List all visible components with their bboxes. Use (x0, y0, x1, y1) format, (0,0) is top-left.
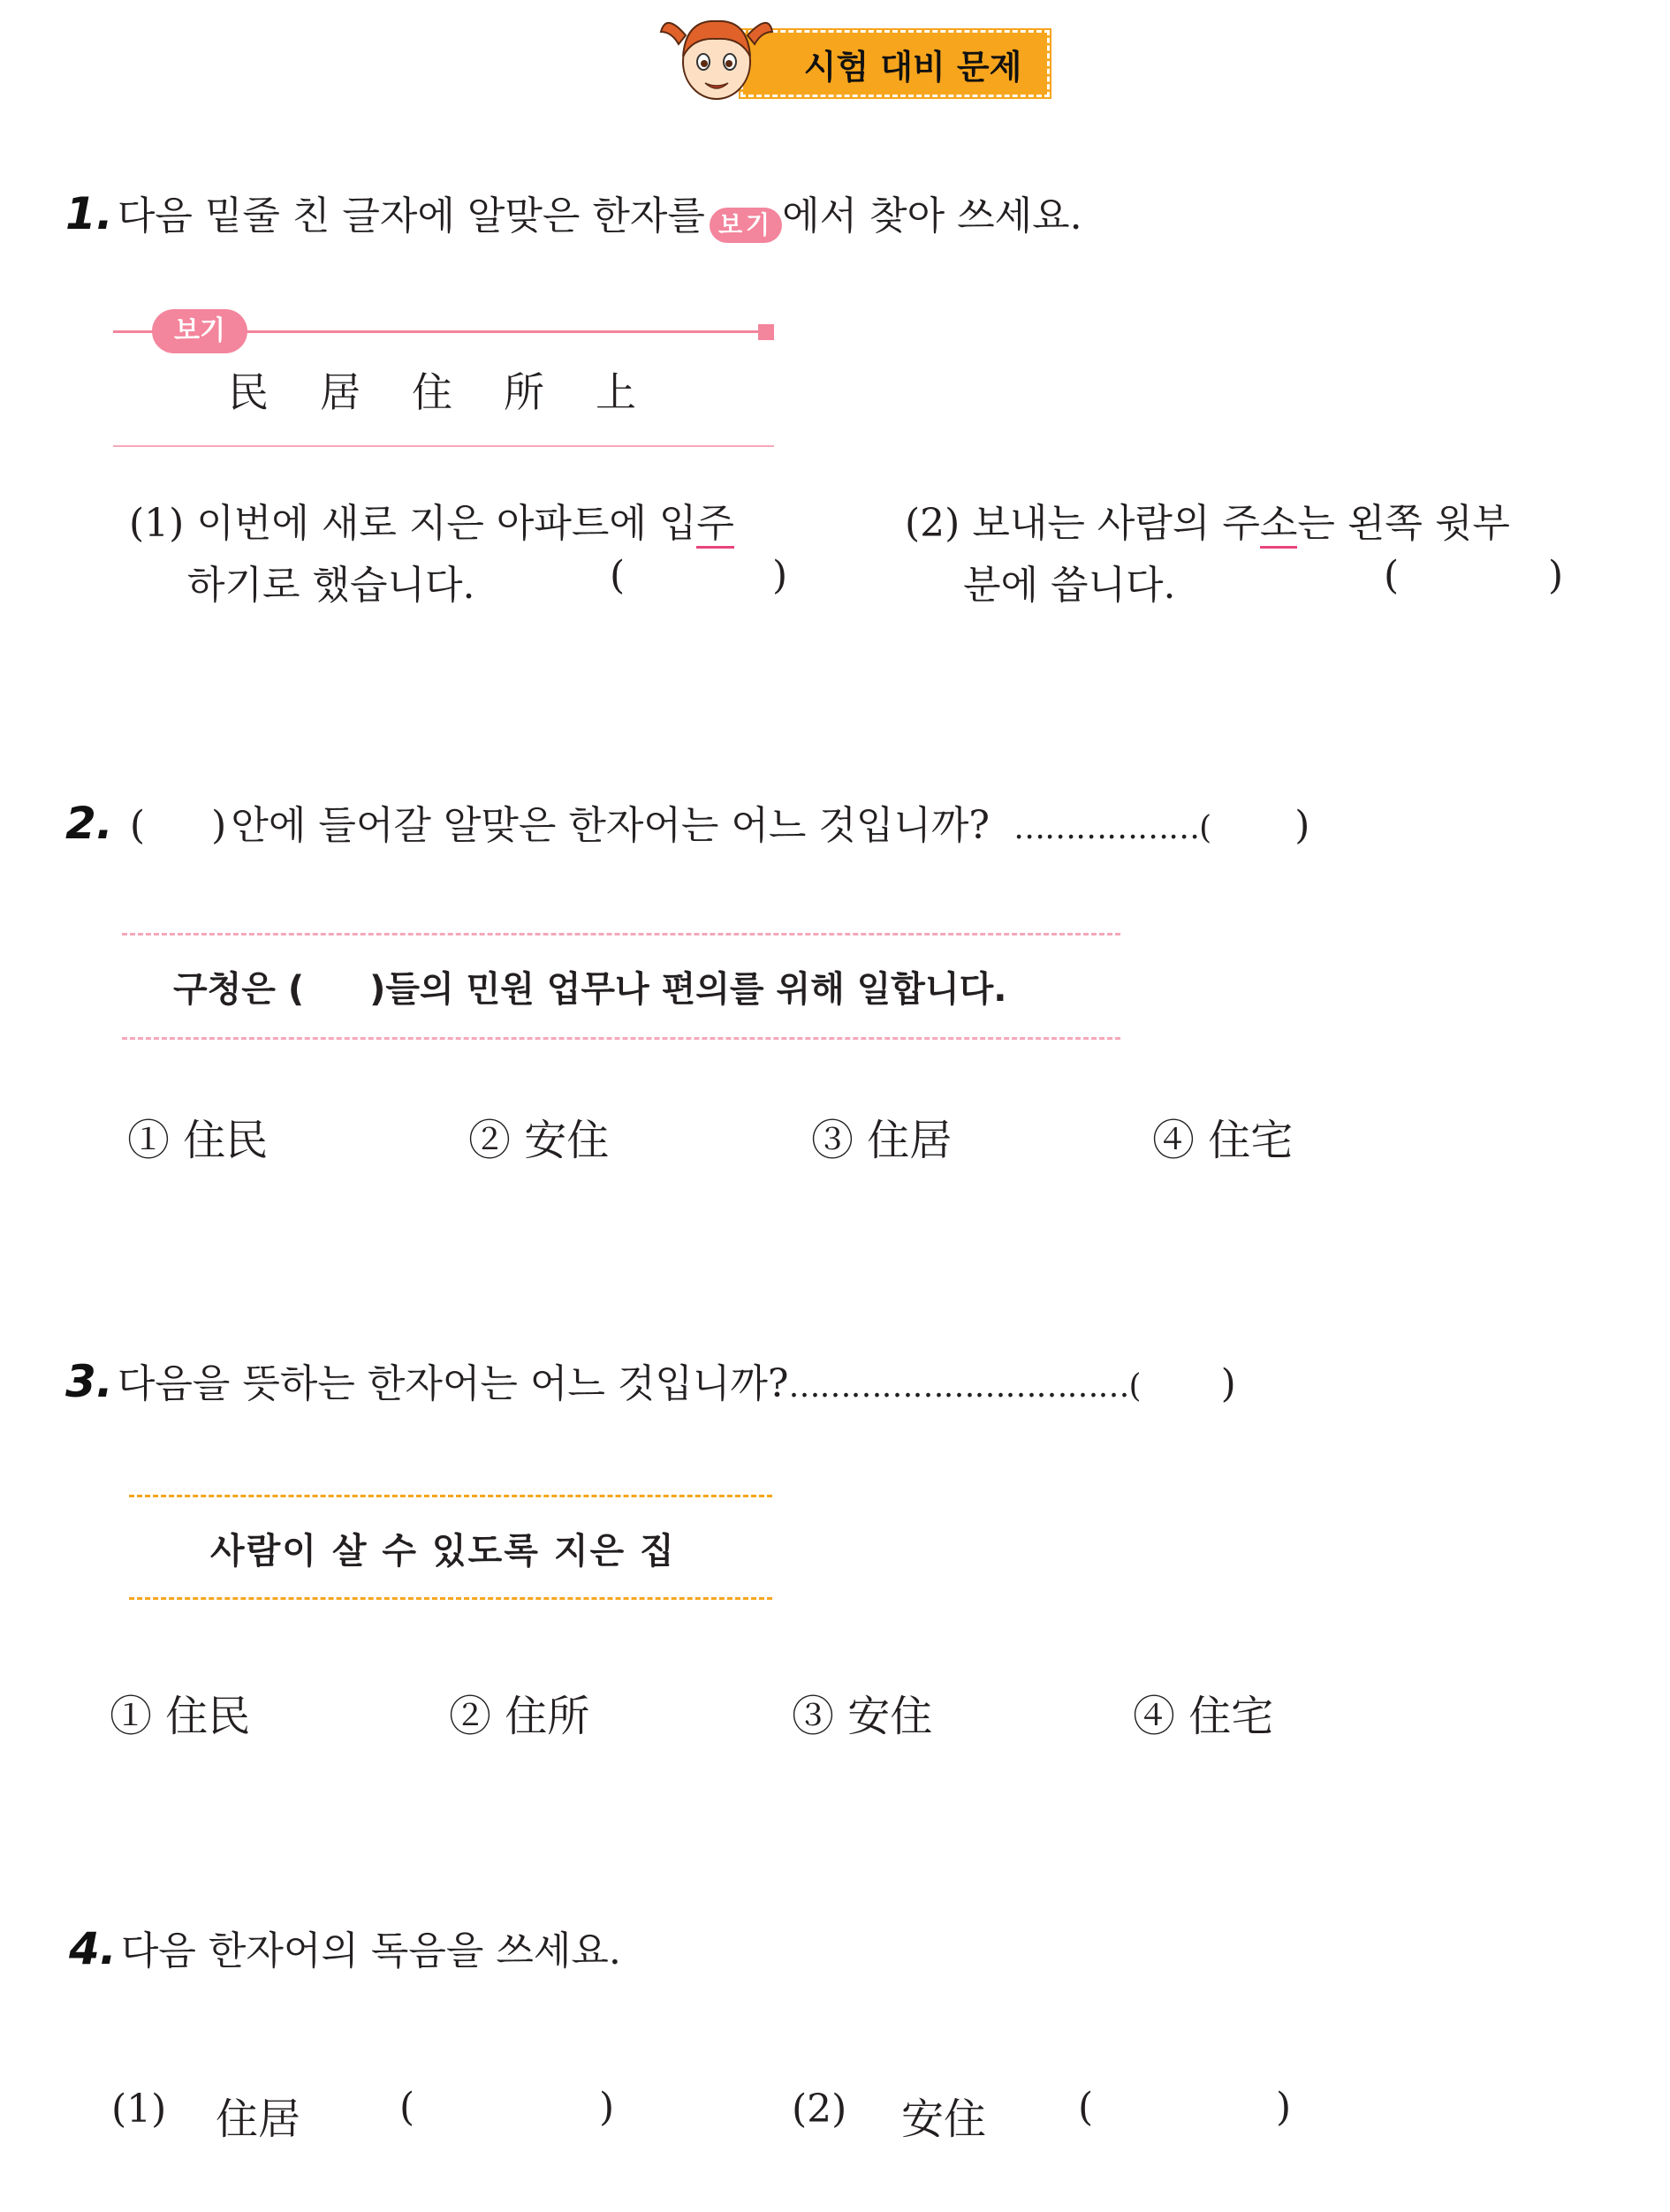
answer-paren-close: ) (772, 553, 788, 598)
example-hanja: 所 (504, 368, 544, 416)
q4-item-1-word: 住居 (216, 2095, 301, 2144)
question-number: 3. (65, 1356, 113, 1407)
question-3-header (65, 1352, 1236, 1408)
example-hanja: 居 (320, 368, 361, 416)
sentence-top-rule (122, 933, 1120, 936)
item-text: 이번에 새로 지은 아파트에 입 (196, 501, 697, 546)
q1-item-2-line2: 분에 씁니다. (963, 563, 1176, 608)
question-text: 다음을 뜻하는 한자어는 어느 것입니까? (117, 1361, 789, 1406)
choice-2[interactable]: ② 住所 (449, 1692, 590, 1741)
choice-2[interactable]: ② 安住 (468, 1116, 610, 1165)
underlined-char: 주 (696, 501, 734, 549)
choice-1[interactable]: ① 住民 (127, 1116, 269, 1165)
choice-4[interactable]: ④ 住宅 (1133, 1692, 1274, 1741)
example-hanja: 民 (228, 368, 269, 416)
answer-paren-close: ) (1294, 803, 1310, 848)
answer-paren-open: ( (610, 553, 626, 598)
section-title-badge (740, 30, 1050, 97)
sentence-start: 구청은 ( (173, 969, 305, 1010)
blank-paren-close: ) (211, 803, 227, 848)
q2-sentence (173, 961, 1006, 1011)
blank-paren-open: ( (129, 803, 146, 848)
item-text: 보내는 사람의 주 (972, 501, 1260, 546)
q4-item-2-word: 安住 (901, 2095, 987, 2144)
answer-paren-close: ) (1220, 1361, 1236, 1406)
q4-item-1-label: (1) (111, 2087, 167, 2132)
q1-item-1-line1 (129, 491, 734, 548)
item-text-end: 는 왼쪽 윗부 (1297, 501, 1510, 546)
choice-3[interactable]: ③ 住居 (811, 1116, 953, 1165)
answer-paren-close: ) (1548, 553, 1564, 598)
answer-leader: ……………………………( (788, 1368, 1141, 1405)
bogi-pill: 보기 (710, 208, 782, 243)
question-text: 다음 한자어의 독음을 쓰세요. (120, 1928, 621, 1973)
question-1-header (65, 184, 1082, 243)
q3-definition: 사람이 살 수 있도록 지은 집 (210, 1531, 676, 1572)
girl-mascot-icon (659, 5, 774, 104)
question-4-header (69, 1919, 621, 1975)
answer-paren-close: ) (599, 2085, 615, 2130)
question-number: 2. (65, 798, 113, 849)
example-bottom-rule (113, 445, 774, 447)
definition-bottom-rule (129, 1597, 772, 1600)
question-2-header (65, 793, 1309, 850)
answer-paren-open: ( (1384, 553, 1400, 598)
example-rule-end-square (758, 324, 774, 340)
question-text: 다음 밑줄 친 글자에 알맞은 한자를 (117, 193, 705, 239)
answer-paren-open: ( (399, 2085, 415, 2130)
q1-item-2-line1 (905, 491, 1510, 548)
example-label-text: 보기 (152, 309, 247, 353)
choice-3[interactable]: ③ 安住 (792, 1692, 933, 1741)
example-label (152, 309, 247, 353)
section-title: 시험 대비 문제 (803, 47, 1022, 87)
sentence-end: )들의 민원 업무나 편의를 위해 일합니다. (369, 969, 1007, 1010)
q1-item-1-line2: 하기로 했습니다. (187, 563, 475, 608)
answer-paren-open: ( (1078, 2085, 1094, 2130)
choice-1[interactable]: ① 住民 (110, 1692, 251, 1741)
answer-leader: ………………( (1013, 810, 1211, 846)
item-label: (2) (905, 501, 960, 546)
example-hanja: 住 (412, 368, 452, 416)
sentence-bottom-rule (122, 1037, 1120, 1040)
question-text: 안에 들어갈 알맞은 한자어는 어느 것입니까? (231, 803, 991, 848)
underlined-char: 소 (1260, 501, 1298, 549)
example-hanja: 上 (596, 368, 636, 416)
answer-paren-close: ) (1276, 2085, 1292, 2130)
choice-4[interactable]: ④ 住宅 (1152, 1116, 1294, 1165)
question-text-end: 에서 찾아 쓰세요. (782, 193, 1082, 239)
question-number: 4. (69, 1923, 117, 1974)
question-number: 1. (65, 188, 113, 239)
definition-top-rule (129, 1495, 772, 1497)
item-label: (1) (129, 501, 185, 546)
q4-item-2-label: (2) (792, 2087, 847, 2132)
example-hanja-list (228, 360, 636, 419)
